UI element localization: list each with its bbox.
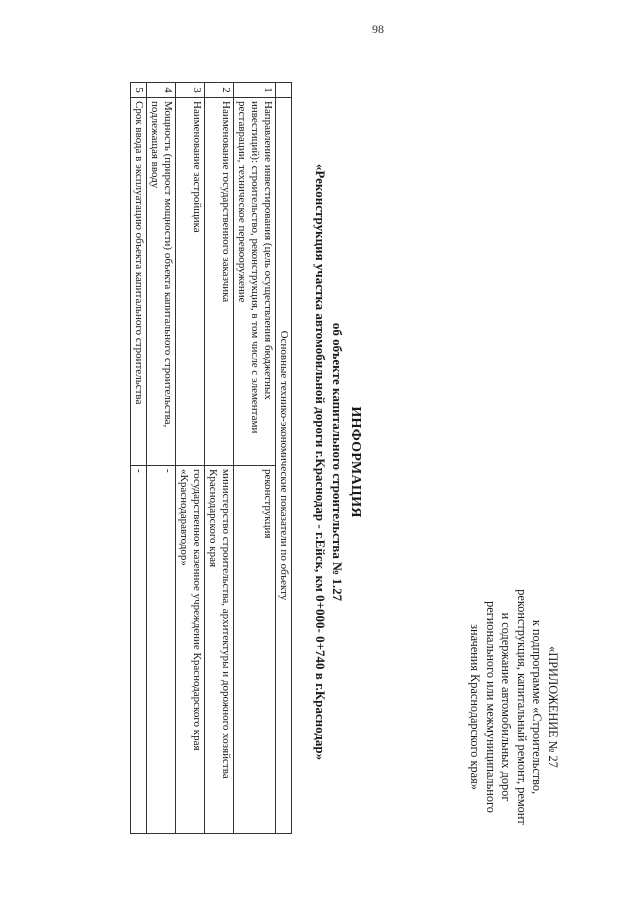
row-value: - <box>131 466 147 834</box>
row-value: реконструкция <box>234 466 276 834</box>
document-heading <box>312 62 364 862</box>
table-row <box>131 83 147 834</box>
row-label: Направление инвестирования (цель осуществления бюджетных инвестиций): строительство, реконструкция, в том числе с элементами реставрации, техническое перевооружение <box>234 98 276 466</box>
row-value: министерство строительства, архитектуры и дорожного хозяйства Краснодарского края <box>205 466 234 834</box>
annex-line: к подпрограмме «Строительство, <box>530 619 545 795</box>
row-number: 1 <box>234 83 276 98</box>
annex-block <box>467 567 560 847</box>
annex-line: значения Краснодарского края» <box>468 624 483 790</box>
row-label: Наименование государственного заказчика <box>205 98 234 466</box>
row-number: 5 <box>131 83 147 98</box>
row-label: Наименование застройщика <box>176 98 205 466</box>
table-row <box>176 83 205 834</box>
annex-line: «ПРИЛОЖЕНИЕ № 27 <box>546 646 560 768</box>
annex-line: регионального или межмуниципального <box>484 601 498 813</box>
document-subtitle: об объекте капитального строительства № 1.27 <box>330 322 345 602</box>
rotated-content <box>80 62 560 862</box>
table-header: Основные технико-экономические показатели по объекту <box>276 98 292 834</box>
row-number: 3 <box>176 83 205 98</box>
row-label: Срок ввода в эксплуатацию объекта капитального строительства <box>131 98 147 466</box>
row-value: - <box>147 466 176 834</box>
table-header-row <box>276 83 292 834</box>
table-header-spacer <box>276 83 292 98</box>
row-number: 2 <box>205 83 234 98</box>
row-number: 4 <box>147 83 176 98</box>
table-row <box>147 83 176 834</box>
row-label: Мощность (прирост мощности) объекта капитального строительства, подлежащая вводу <box>147 98 176 466</box>
table-row <box>234 83 276 834</box>
annex-line: и содержание автомобильных дорог <box>499 612 514 802</box>
object-name: «Реконструкция участка автомобильной дороги г.Краснодар - г.Ейск, км 0+000- 0+740 в г.Краснодар» <box>313 163 328 761</box>
page-number: 98 <box>372 22 384 36</box>
indicators-table <box>130 82 292 834</box>
annex-line: реконструкция, капитальный ремонт, ремонт <box>515 589 529 825</box>
table-row <box>205 83 234 834</box>
row-value: государственное казенное учреждение Краснодарского края «Краснодаравтодор» <box>176 466 205 834</box>
document-title: ИНФОРМАЦИЯ <box>348 406 363 518</box>
